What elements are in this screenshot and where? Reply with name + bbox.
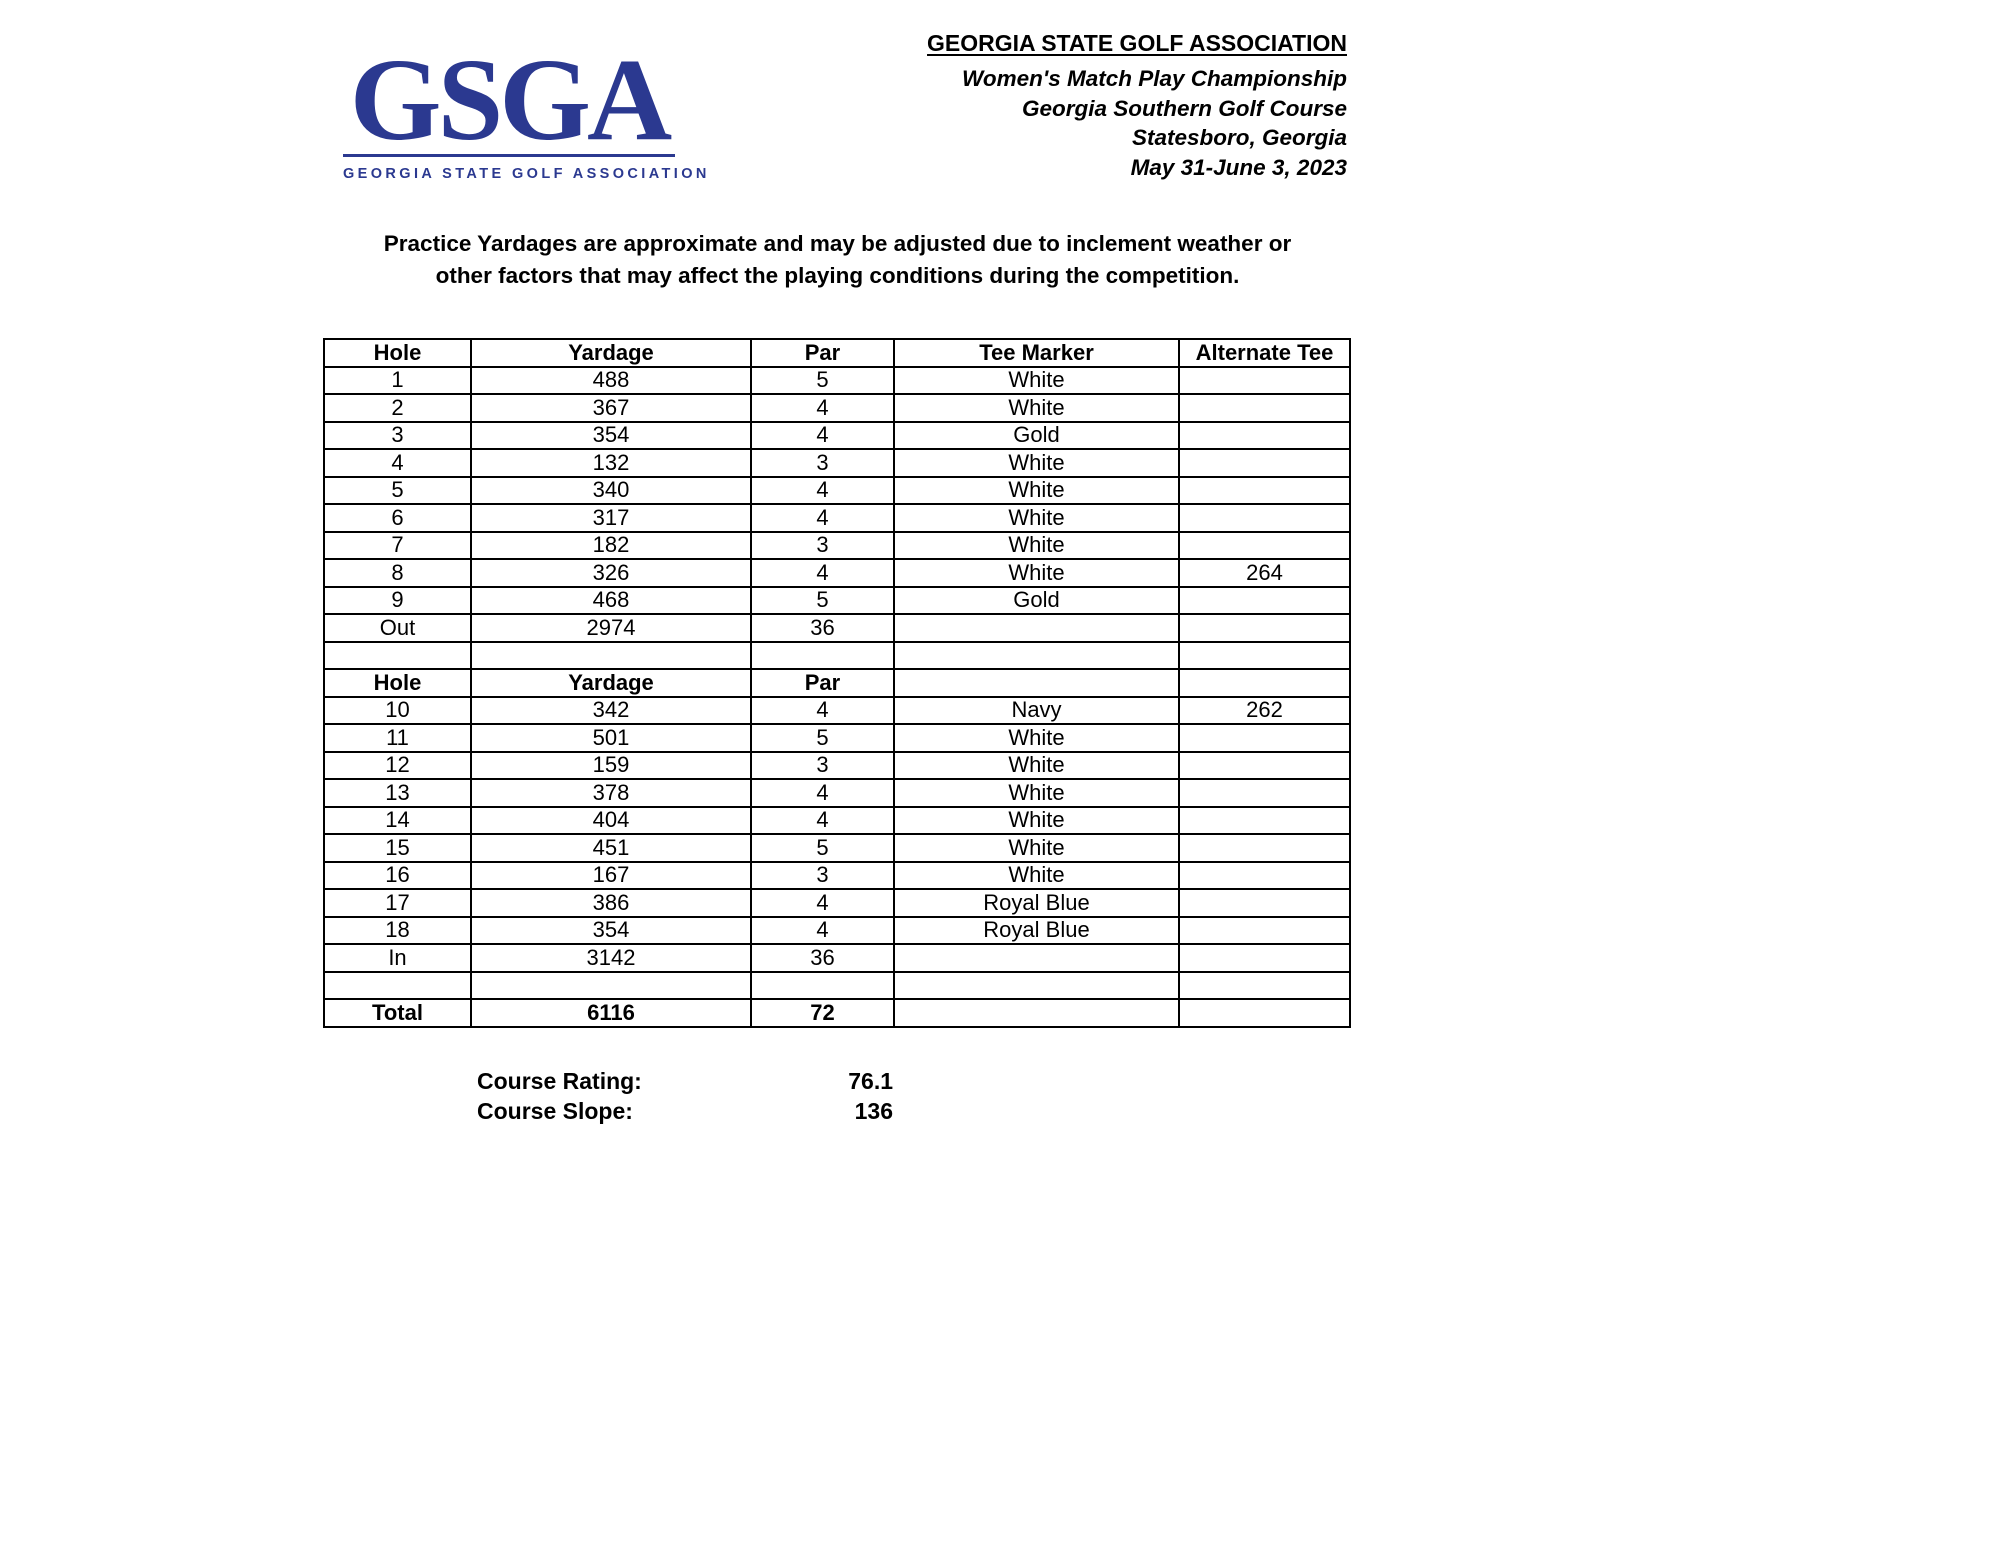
table-cell <box>1179 394 1350 422</box>
table-row-data <box>324 559 1350 587</box>
table-cell <box>1179 972 1350 1000</box>
table-cell <box>894 972 1179 1000</box>
table-row-data <box>324 449 1350 477</box>
table-cell: White <box>894 394 1179 422</box>
table-cell: 159 <box>471 752 751 780</box>
event-name: Women's Match Play Championship <box>962 66 1347 91</box>
table-cell <box>1179 889 1350 917</box>
table-row-data <box>324 834 1350 862</box>
table-row-spacer <box>324 642 1350 670</box>
table-cell: 72 <box>751 999 894 1027</box>
table-row-data <box>324 917 1350 945</box>
table-cell: White <box>894 779 1179 807</box>
table-cell: 6116 <box>471 999 751 1027</box>
table-cell: 16 <box>324 862 471 890</box>
table-cell <box>1179 504 1350 532</box>
table-cell: White <box>894 559 1179 587</box>
course-rating-value: 76.1 <box>848 1068 893 1094</box>
table-cell <box>1179 752 1350 780</box>
table-cell: 132 <box>471 449 751 477</box>
table-cell: 167 <box>471 862 751 890</box>
table-cell <box>894 614 1179 642</box>
table-cell: White <box>894 504 1179 532</box>
table-row-data <box>324 504 1350 532</box>
table-cell: 5 <box>751 834 894 862</box>
table-cell <box>1179 614 1350 642</box>
table-cell <box>1179 367 1350 395</box>
table-cell: 1 <box>324 367 471 395</box>
table-cell: White <box>894 807 1179 835</box>
table-row-data <box>324 724 1350 752</box>
table-cell <box>894 999 1179 1027</box>
table-cell <box>1179 532 1350 560</box>
table-cell <box>1179 724 1350 752</box>
table-cell: White <box>894 862 1179 890</box>
table-row-header <box>324 339 1350 367</box>
practice-yardage-notice <box>0 228 1675 292</box>
table-cell <box>1179 917 1350 945</box>
table-cell: 4 <box>324 449 471 477</box>
table-cell: 3 <box>751 449 894 477</box>
table-cell: 2974 <box>471 614 751 642</box>
table-cell <box>471 972 751 1000</box>
table-cell: 501 <box>471 724 751 752</box>
table-cell: 468 <box>471 587 751 615</box>
table-cell: Gold <box>894 422 1179 450</box>
table-row-data <box>324 697 1350 725</box>
table-cell: 354 <box>471 917 751 945</box>
table-cell: 3 <box>751 862 894 890</box>
table-cell: In <box>324 944 471 972</box>
course-slope-value: 136 <box>854 1098 893 1124</box>
table-cell: White <box>894 449 1179 477</box>
yardage-table-body <box>324 339 1350 1027</box>
table-cell: 4 <box>751 422 894 450</box>
table-cell <box>471 642 751 670</box>
table-cell: 5 <box>324 477 471 505</box>
table-cell: Total <box>324 999 471 1027</box>
table-row-data <box>324 614 1350 642</box>
table-cell: 404 <box>471 807 751 835</box>
table-row-data <box>324 394 1350 422</box>
table-cell <box>1179 669 1350 697</box>
table-cell: 9 <box>324 587 471 615</box>
table-cell: 18 <box>324 917 471 945</box>
yardage-table <box>323 338 1351 1028</box>
table-cell <box>1179 587 1350 615</box>
table-cell: 4 <box>751 504 894 532</box>
table-cell: 14 <box>324 807 471 835</box>
table-cell: White <box>894 834 1179 862</box>
table-row-data <box>324 807 1350 835</box>
table-cell: 4 <box>751 394 894 422</box>
table-cell: 13 <box>324 779 471 807</box>
table-cell <box>1179 477 1350 505</box>
table-cell <box>894 944 1179 972</box>
table-cell <box>1179 834 1350 862</box>
table-cell <box>1179 422 1350 450</box>
table-cell: 15 <box>324 834 471 862</box>
table-cell: Tee Marker <box>894 339 1179 367</box>
table-cell: 4 <box>751 807 894 835</box>
table-row-data <box>324 779 1350 807</box>
table-cell: 4 <box>751 697 894 725</box>
gsga-logo <box>343 34 710 182</box>
table-cell: 11 <box>324 724 471 752</box>
table-cell: 451 <box>471 834 751 862</box>
table-cell: 326 <box>471 559 751 587</box>
table-row-data <box>324 367 1350 395</box>
table-row-header <box>324 669 1350 697</box>
table-cell: Par <box>751 669 894 697</box>
table-cell: 488 <box>471 367 751 395</box>
table-cell: Par <box>751 339 894 367</box>
table-row-data <box>324 532 1350 560</box>
table-cell <box>1179 944 1350 972</box>
table-row-data <box>324 944 1350 972</box>
table-cell: 262 <box>1179 697 1350 725</box>
event-dates: May 31-June 3, 2023 <box>1130 154 1347 180</box>
table-cell <box>1179 999 1350 1027</box>
table-cell: White <box>894 752 1179 780</box>
table-cell: White <box>894 367 1179 395</box>
table-cell: 317 <box>471 504 751 532</box>
table-cell <box>324 972 471 1000</box>
table-row-data <box>324 477 1350 505</box>
table-cell: 182 <box>471 532 751 560</box>
table-row-data <box>324 889 1350 917</box>
table-cell: 264 <box>1179 559 1350 587</box>
course-rating-label: Course Rating: <box>477 1068 642 1094</box>
table-cell: Yardage <box>471 339 751 367</box>
table-cell: 4 <box>751 559 894 587</box>
table-row-data <box>324 752 1350 780</box>
table-cell: 2 <box>324 394 471 422</box>
table-cell <box>1179 642 1350 670</box>
table-cell: White <box>894 532 1179 560</box>
course-name: Georgia Southern Golf Course <box>1021 95 1347 121</box>
table-cell: Alternate Tee <box>1179 339 1350 367</box>
table-cell: 3 <box>751 752 894 780</box>
table-cell: 3 <box>324 422 471 450</box>
table-row-data <box>324 422 1350 450</box>
table-cell <box>1179 807 1350 835</box>
table-cell <box>751 642 894 670</box>
table-cell: White <box>894 724 1179 752</box>
table-cell: 342 <box>471 697 751 725</box>
course-slope-label: Course Slope: <box>477 1098 633 1124</box>
table-cell: 5 <box>751 367 894 395</box>
table-cell: 12 <box>324 752 471 780</box>
event-header <box>927 30 1347 182</box>
table-cell: 4 <box>751 779 894 807</box>
table-cell: Hole <box>324 669 471 697</box>
table-cell: 36 <box>751 614 894 642</box>
table-cell: Navy <box>894 697 1179 725</box>
table-row-spacer <box>324 972 1350 1000</box>
table-cell <box>1179 449 1350 477</box>
course-stats <box>477 1066 893 1126</box>
table-cell: 386 <box>471 889 751 917</box>
table-row-data <box>324 862 1350 890</box>
table-cell: 17 <box>324 889 471 917</box>
table-cell: 10 <box>324 697 471 725</box>
table-cell: 4 <box>751 917 894 945</box>
association-title: GEORGIA STATE GOLF ASSOCIATION <box>927 30 1347 56</box>
table-cell: 8 <box>324 559 471 587</box>
table-cell: White <box>894 477 1179 505</box>
table-cell <box>894 642 1179 670</box>
table-cell: 3142 <box>471 944 751 972</box>
table-cell: Hole <box>324 339 471 367</box>
table-cell: Yardage <box>471 669 751 697</box>
table-cell: 6 <box>324 504 471 532</box>
table-cell: Royal Blue <box>894 889 1179 917</box>
table-cell: 3 <box>751 532 894 560</box>
table-cell: 340 <box>471 477 751 505</box>
table-cell: 367 <box>471 394 751 422</box>
table-cell: 354 <box>471 422 751 450</box>
table-cell <box>894 669 1179 697</box>
table-cell: Gold <box>894 587 1179 615</box>
table-row-data <box>324 587 1350 615</box>
table-cell: 5 <box>751 587 894 615</box>
table-cell: 378 <box>471 779 751 807</box>
gsga-logo-caption: GEORGIA STATE GOLF ASSOCIATION <box>343 166 710 182</box>
course-slope-row <box>477 1096 893 1126</box>
table-cell: 4 <box>751 889 894 917</box>
table-cell: 4 <box>751 477 894 505</box>
notice-line-2: other factors that may affect the playing conditions during the competition. <box>435 263 1240 288</box>
table-cell <box>751 972 894 1000</box>
table-cell: 7 <box>324 532 471 560</box>
gsga-logo-acronym: GSGA <box>349 34 669 165</box>
course-rating-row <box>477 1066 893 1096</box>
table-cell: 5 <box>751 724 894 752</box>
table-cell: Royal Blue <box>894 917 1179 945</box>
table-cell <box>1179 862 1350 890</box>
notice-line-1: Practice Yardages are approximate and may be adjusted due to inclement weather or <box>383 231 1292 256</box>
table-cell <box>1179 779 1350 807</box>
table-row-total <box>324 999 1350 1027</box>
table-cell <box>324 642 471 670</box>
course-location: Statesboro, Georgia <box>1131 125 1347 150</box>
table-cell: 36 <box>751 944 894 972</box>
table-cell: Out <box>324 614 471 642</box>
